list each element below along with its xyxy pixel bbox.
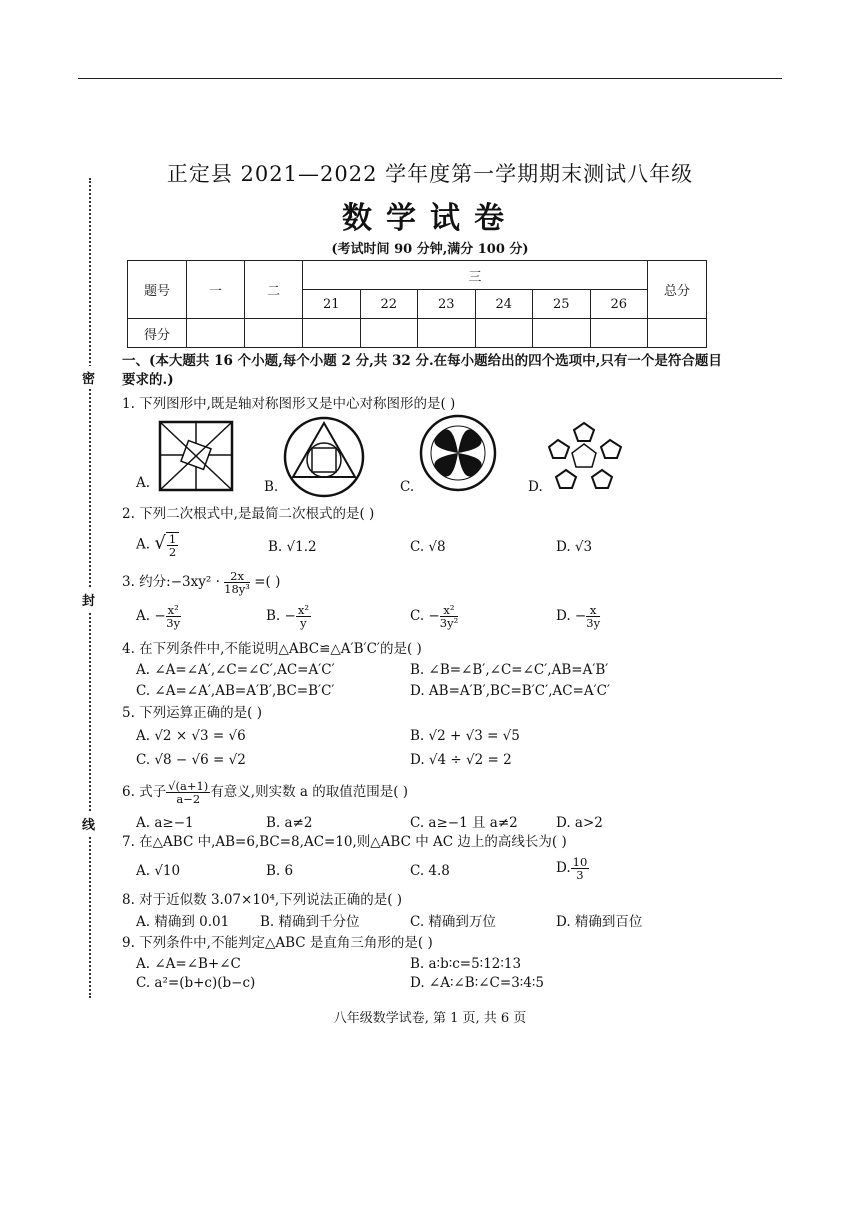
q6-stem-prefix: 6. 式子 bbox=[122, 784, 167, 800]
section1-heading: 一、(本大题共 16 个小题,每个小题 2 分,共 32 分.在每小题给出的四个选项中,只有一个是符合题目要求的.) bbox=[122, 353, 722, 388]
q6-option-d: D. a>2 bbox=[556, 815, 603, 831]
q2-option-a bbox=[136, 532, 179, 558]
score-table bbox=[127, 260, 707, 348]
q5-option-d: D. √4 ÷ √2 = 2 bbox=[410, 752, 512, 768]
q1-figure-b-circle-triangle-icon bbox=[282, 415, 366, 499]
q1-figure-a-pinwheel-square-icon bbox=[158, 420, 234, 492]
score-cell[interactable] bbox=[648, 319, 707, 348]
q4-option-d: D. AB=A′B′,BC=B′C′,AC=A′C′ bbox=[410, 683, 611, 699]
q2-a-den: 2 bbox=[168, 545, 177, 559]
q5-option-a: A. √2 × √3 = √6 bbox=[136, 728, 246, 744]
q1-figure-c-four-petal-icon bbox=[418, 413, 498, 493]
q4-stem: 4. 在下列条件中,不能说明△ABC≌△A′B′C′的是( ) bbox=[122, 641, 422, 657]
q3-d-prefix: D. − bbox=[556, 608, 587, 624]
q7-stem: 7. 在△ABC 中,AB=6,BC=8,AC=10,则△ABC 中 AC 边上的高线长为( ) bbox=[122, 834, 567, 850]
q4-option-a: A. ∠A=∠A′,∠C=∠C′,AC=A′C′ bbox=[136, 662, 335, 678]
score-cell[interactable] bbox=[475, 319, 533, 348]
q1-label-c: C. bbox=[400, 479, 415, 495]
q7-d-prefix: D. bbox=[556, 860, 571, 876]
q9-option-a: A. ∠A=∠B+∠C bbox=[136, 956, 241, 972]
score-cell[interactable] bbox=[590, 319, 648, 348]
q4-option-c: C. ∠A=∠A′,AB=A′B′,BC=B′C′ bbox=[136, 683, 335, 699]
q2-option-b: B. √1.2 bbox=[268, 539, 317, 555]
q8-option-c: C. 精确到万位 bbox=[410, 914, 496, 930]
q6-stem-suffix: 有意义,则实数 a 的取值范围是( ) bbox=[210, 784, 409, 800]
side-mark-xian: 线 bbox=[82, 812, 95, 835]
q7-d-num: 10 bbox=[572, 855, 588, 869]
q2-a-prefix: A. bbox=[136, 536, 151, 553]
exam-info: (考试时间 90 分钟,满分 100 分) bbox=[331, 242, 529, 257]
q3-c-num: x² bbox=[440, 604, 458, 617]
score-cell[interactable] bbox=[533, 319, 591, 348]
score-cell[interactable] bbox=[360, 319, 418, 348]
col-two: 二 bbox=[245, 261, 303, 319]
q3-stem-prefix: 3. 约分:−3xy² · bbox=[122, 574, 225, 590]
sub-col: 26 bbox=[590, 290, 648, 319]
q5-option-b: B. √2 + √3 = √5 bbox=[410, 728, 520, 744]
q3-b-num: x² bbox=[297, 603, 309, 617]
sub-col: 24 bbox=[475, 290, 533, 319]
q6-option-c: C. a≥−1 且 a≠2 bbox=[410, 815, 518, 831]
q2-a-fraction bbox=[166, 532, 179, 558]
q3-c-prefix: C. − bbox=[410, 608, 440, 624]
score-cell[interactable] bbox=[187, 319, 245, 348]
label-qnum: 题号 bbox=[128, 261, 187, 319]
q6-option-a: A. a≥−1 bbox=[136, 815, 194, 831]
q3-a-fraction bbox=[166, 604, 181, 629]
q8-option-b: B. 精确到千分位 bbox=[260, 914, 360, 930]
q7-option-c: C. 4.8 bbox=[410, 863, 450, 879]
q3-stem-num: 2x bbox=[224, 570, 250, 583]
q3-d-fraction bbox=[586, 604, 600, 629]
q9-option-b: B. a∶b∶c=5∶12∶13 bbox=[410, 956, 522, 972]
side-mark-mi: 密 bbox=[82, 366, 95, 389]
q2-stem: 2. 下列二次根式中,是最简二次根式的是( ) bbox=[122, 506, 375, 522]
q3-b-fraction bbox=[296, 604, 311, 629]
q3-a-num: x² bbox=[167, 603, 179, 617]
q5-stem: 5. 下列运算正确的是( ) bbox=[122, 705, 262, 721]
q2-a-num: 1 bbox=[168, 532, 177, 546]
q3-stem-den: 18y³ bbox=[224, 582, 250, 596]
q3-d-den: 3y bbox=[586, 616, 601, 630]
label-score: 得分 bbox=[128, 319, 187, 348]
subject-title: 数学试卷 bbox=[342, 201, 518, 236]
sub-col: 23 bbox=[418, 290, 476, 319]
q3-c-den: 3y² bbox=[439, 616, 459, 630]
q7-option-d bbox=[556, 856, 589, 881]
sub-col: 25 bbox=[533, 290, 591, 319]
q6-stem bbox=[122, 780, 408, 805]
q4-option-b: B. ∠B=∠B′,∠C=∠C′,AB=A′B′ bbox=[410, 662, 609, 678]
score-cell[interactable] bbox=[245, 319, 303, 348]
q8-option-a: A. 精确到 0.01 bbox=[136, 914, 230, 930]
q3-a-den: 3y bbox=[166, 616, 181, 630]
score-cell[interactable] bbox=[418, 319, 476, 348]
q7-option-a: A. √10 bbox=[136, 863, 181, 879]
q3-stem-fraction bbox=[224, 570, 250, 595]
q5-option-c: C. √8 − √6 = √2 bbox=[136, 752, 246, 768]
sub-col: 22 bbox=[360, 290, 418, 319]
q2-option-c: C. √8 bbox=[410, 539, 446, 555]
q7-d-fraction bbox=[571, 856, 590, 881]
q6-stem-num: √(a+1) bbox=[168, 779, 209, 793]
q1-label-b: B. bbox=[264, 479, 279, 495]
q1-label-d: D. bbox=[528, 479, 543, 495]
q3-stem-suffix: =( ) bbox=[249, 574, 281, 590]
q8-stem: 8. 对于近似数 3.07×10⁴,下列说法正确的是( ) bbox=[122, 892, 403, 908]
side-mark-feng: 封 bbox=[82, 588, 95, 611]
score-cell[interactable] bbox=[303, 319, 361, 348]
q7-d-den: 3 bbox=[576, 868, 584, 882]
q9-stem: 9. 下列条件中,不能判定△ABC 是直角三角形的是( ) bbox=[122, 935, 433, 951]
page-footer: 八年级数学试卷, 第 1 页, 共 6 页 bbox=[333, 1011, 527, 1026]
col-one: 一 bbox=[187, 261, 245, 319]
q3-b-prefix: B. − bbox=[266, 608, 296, 624]
exam-title: 正定县 2021—2022 学年度第一学期期末测试八年级 bbox=[166, 162, 694, 186]
q6-stem-fraction bbox=[166, 780, 210, 805]
q1-label-a: A. bbox=[136, 475, 151, 491]
q3-c-fraction bbox=[440, 604, 458, 629]
q9-option-c: C. a²=(b+c)(b−c) bbox=[136, 975, 256, 991]
col-total: 总分 bbox=[648, 261, 707, 319]
col-three: 三 bbox=[303, 261, 648, 290]
q9-option-d: D. ∠A∶∠B∶∠C=3∶4∶5 bbox=[410, 975, 544, 991]
top-rule bbox=[78, 78, 782, 79]
q1-stem: 1. 下列图形中,既是轴对称图形又是中心对称图形的是( ) bbox=[122, 396, 456, 412]
q6-option-b: B. a≠2 bbox=[266, 815, 313, 831]
sub-col: 21 bbox=[303, 290, 361, 319]
q3-d-num: x bbox=[586, 604, 600, 617]
q2-option-d: D. √3 bbox=[556, 539, 593, 555]
q3-b-den: y bbox=[300, 616, 307, 630]
q3-option-a bbox=[136, 604, 181, 629]
q3-stem bbox=[122, 570, 280, 595]
q3-option-c bbox=[410, 604, 458, 629]
q6-stem-den: a−2 bbox=[176, 792, 201, 806]
q3-option-d bbox=[556, 604, 600, 629]
q3-a-prefix: A. − bbox=[136, 608, 166, 624]
q3-option-b bbox=[266, 604, 311, 629]
q8-option-d: D. 精确到百位 bbox=[556, 914, 643, 930]
q7-option-b: B. 6 bbox=[266, 863, 294, 879]
q1-figure-d-pentagons-icon bbox=[542, 420, 626, 496]
sqrt-sign-icon: √ bbox=[154, 532, 166, 554]
